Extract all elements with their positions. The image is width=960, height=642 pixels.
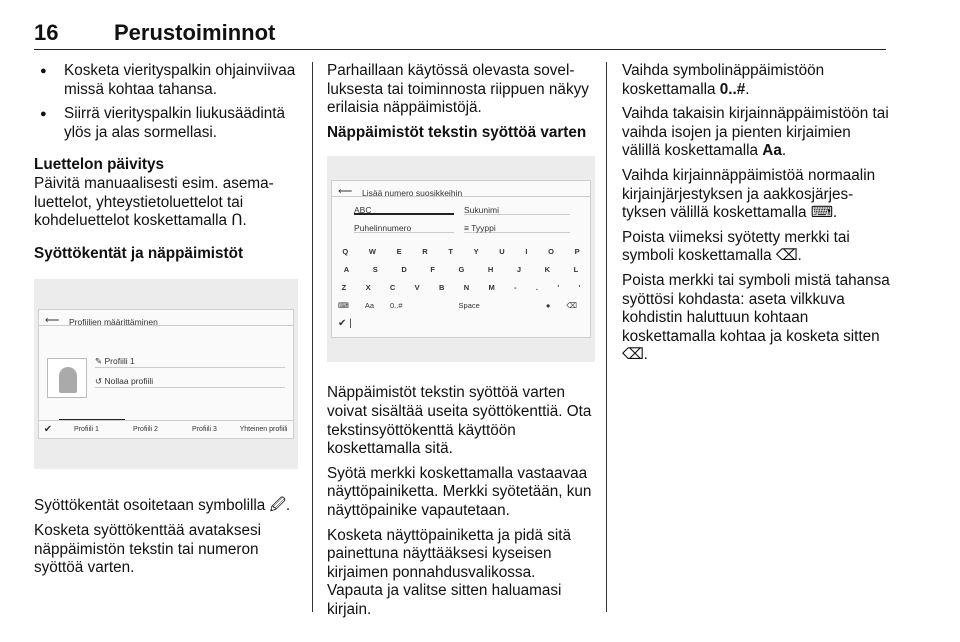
- page-header: [34, 18, 886, 50]
- key: B: [439, 283, 445, 293]
- screen-title-bar: [332, 181, 590, 197]
- field-type: [464, 219, 570, 233]
- keyboard-screenshot: [327, 156, 595, 362]
- keyboard-row-2: [332, 261, 590, 280]
- key: F: [430, 265, 435, 275]
- keyboard-icon: ⌨: [338, 301, 349, 311]
- key: T: [448, 247, 453, 257]
- microphone-icon: ●: [545, 301, 551, 311]
- key: K: [544, 265, 551, 275]
- screen-title: Lisää numero suosikkeihin: [362, 188, 463, 199]
- profile-row: [95, 352, 285, 368]
- keyboard-row-1: [332, 243, 590, 262]
- paragraph: Näppäimistöt tekstin syöttöä varten voivat sisältää useita syöttökenttiä. Ota tekstinsyöttökenttä käyttöön koskettamalla sitä.: [327, 384, 592, 458]
- key-space: Space: [458, 301, 480, 311]
- key: A: [343, 265, 350, 275]
- reset-row: [95, 372, 285, 388]
- key: W: [368, 247, 376, 257]
- paragraph: Kosketa syöttökenttää avataksesi näppäimistön tekstin tai numeron syöttöä varten.: [34, 521, 262, 577]
- paragraph: Kosketa näyttöpainiketta ja pidä sitä painettuna näyttääksesi kyseisen kirjaimen ponnahdusvalikossa. Vapauta ja valitse sitten haluamasi kirjain.: [327, 526, 572, 618]
- section-heading: Näppäimistöt tekstin syöttöä varten: [327, 123, 587, 141]
- key: N: [463, 283, 470, 293]
- screen-title: Profiilien määrittäminen: [69, 317, 158, 328]
- avatar: [47, 358, 87, 398]
- screen: [38, 309, 294, 439]
- key-aa: Aa: [364, 301, 375, 311]
- keyboard-row-3: [332, 279, 590, 298]
- key: Y: [473, 247, 479, 257]
- fields-text: Syöttökentät osoitetaan symbolilla: [34, 497, 266, 515]
- paragraph: Vaihda takaisin kirjainnäppäimistöön tai vaihda isojen ja pienten kirjaimien välillä koskettamalla Aa.: [622, 105, 889, 160]
- tab-bar: [39, 420, 293, 438]
- paragraph: Parhaillaan käytössä olevasta sovelluksesta tai toiminnosta riippuen näkyy erilaisia näppäimistöjä.: [327, 62, 589, 117]
- profile-name: Profiili 1: [104, 356, 135, 367]
- column-divider: [606, 62, 607, 612]
- refresh-text: Päivitä manuaalisesti esim. asemaluettelot, yhteystietoluettelot tai kohdeluettelot koskettamalla: [34, 174, 274, 230]
- case-key-label: Aa: [762, 142, 782, 160]
- text-part: Vaihda takaisin kirjainnäppäimistöön tai vaihda isojen ja pienten kirjaimien välillä koskettamalla: [622, 105, 889, 160]
- paragraph: Päivitä manuaalisesti esim. asemaluettelot, yhteystietoluettelot tai kohdeluettelot koskettamalla Ո.: [34, 174, 274, 230]
- delete-symbol-icon: ⌫: [622, 346, 644, 364]
- reset-label: Nollaa profiili: [104, 376, 154, 387]
- key-symbols: 0..#: [390, 301, 403, 311]
- paragraph: Vaihda kirjainnäppäimistöä normaalin kirjainjärjestyksen ja aakkosjärjestyksen välillä koskettamalla ⌨.: [622, 166, 876, 222]
- keyboard-symbol-icon: ⌨: [810, 204, 833, 222]
- paragraph: Syöttökentät osoitetaan symbolilla 🖉.: [34, 497, 291, 515]
- paragraph: Vaihda symbolinäppäimistöön koskettamalla 0..#.: [622, 62, 825, 98]
- field-lastname: [464, 201, 570, 215]
- key: M: [488, 283, 495, 293]
- key: P: [574, 247, 580, 257]
- key: I: [525, 247, 528, 257]
- key: ': [557, 283, 560, 293]
- key: L: [573, 265, 579, 275]
- screen: [331, 180, 591, 338]
- column-2: [327, 62, 595, 626]
- bullet-item: ● Kosketa vierityspalkin ohjainviivaa missä kohtaa tahansa.: [34, 62, 298, 99]
- symbol-key-label: 0..#: [719, 80, 746, 98]
- text-part: Vaihda symbolinäppäimistöön koskettamalla: [622, 62, 825, 98]
- section-heading: Syöttökentät ja näppäimistöt: [34, 244, 244, 262]
- check-icon: ✔: [43, 423, 53, 435]
- page-title: Perustoiminnot: [114, 20, 276, 45]
- pencil-symbol-icon: 🖉: [269, 497, 286, 515]
- key: Q: [342, 247, 349, 257]
- keyboard-row-4: [332, 297, 590, 316]
- key: Z: [341, 283, 347, 293]
- back-arrow-icon: ⟵: [338, 186, 353, 198]
- check-icon: ✔ |: [338, 318, 352, 330]
- section-heading: Luettelon päivitys: [34, 156, 165, 174]
- tab-profile-3: Profiili 3: [192, 425, 217, 433]
- field-abc-label: ABC: [354, 205, 372, 216]
- refresh-symbol-icon: Ո: [231, 212, 243, 230]
- text-part: Poista viimeksi syötetty merkki tai symboli koskettamalla: [622, 228, 850, 265]
- screen-title-bar: [39, 310, 293, 326]
- column-divider: [312, 62, 313, 612]
- key: J: [516, 265, 522, 275]
- field-lastname-label: Sukunimi: [464, 205, 499, 216]
- page-number: 16: [34, 20, 59, 45]
- bullet-item: ● Siirrä vierityspalkin liukusäädintä ylös ja alas sormellasi.: [34, 105, 298, 142]
- filter-icon: ≡: [464, 223, 472, 234]
- column-3: [622, 62, 892, 371]
- key: -: [514, 283, 517, 293]
- key: X: [365, 283, 371, 293]
- key: H: [487, 265, 494, 275]
- paragraph: Syötä merkki koskettamalla vastaavaa näyttöpainiketta. Merkki syötetään, kun näyttöpainike vapautetaan.: [327, 464, 592, 519]
- key: S: [372, 265, 378, 275]
- text-part: Vaihda kirjainnäppäimistöä normaalin kirjainjärjestyksen ja aakkosjärjestyksen välillä koskettamalla: [622, 166, 876, 222]
- delete-icon: ⌫: [566, 301, 577, 311]
- key: O: [548, 247, 554, 257]
- text-part: Poista merkki tai symboli mistä tahansa syöttösi kohdasta: aseta vilkkuva kohdistin haluttuun kohtaan koskettamalla kohtaa ja kosketa sitten: [622, 271, 890, 345]
- key: R: [422, 247, 428, 257]
- key: C: [389, 283, 396, 293]
- reset-icon: ↺: [95, 376, 103, 387]
- key: D: [401, 265, 407, 275]
- field-abc: [354, 201, 454, 215]
- pencil-icon: ✎: [95, 356, 103, 367]
- key: G: [458, 265, 465, 275]
- tab-common-profile: Yhteinen profiili: [239, 425, 288, 433]
- column-1: [34, 62, 298, 584]
- key: E: [396, 247, 402, 257]
- tab-profile-2: Profiili 2: [133, 425, 158, 433]
- paragraph: Poista merkki tai symboli mistä tahansa syöttösi kohdasta: aseta vilkkuva kohdistin haluttuun kohtaan koskettamalla kohtaa ja kosketa sitten ⌫.: [622, 271, 890, 364]
- key: V: [414, 283, 420, 293]
- key: ': [578, 283, 581, 293]
- field-phone-label: Puhelinnumero: [354, 223, 412, 234]
- field-phone: [354, 219, 454, 233]
- field-type-label: Tyyppi: [471, 223, 496, 234]
- paragraph: Poista viimeksi syötetty merkki tai symboli koskettamalla ⌫.: [622, 228, 850, 265]
- profile-screenshot: [34, 279, 298, 469]
- key: .: [535, 283, 539, 293]
- back-arrow-icon: ⟵: [45, 315, 60, 327]
- tab-profile-1: Profiili 1: [74, 425, 99, 433]
- key: U: [499, 247, 505, 257]
- delete-symbol-icon: ⌫: [775, 247, 798, 265]
